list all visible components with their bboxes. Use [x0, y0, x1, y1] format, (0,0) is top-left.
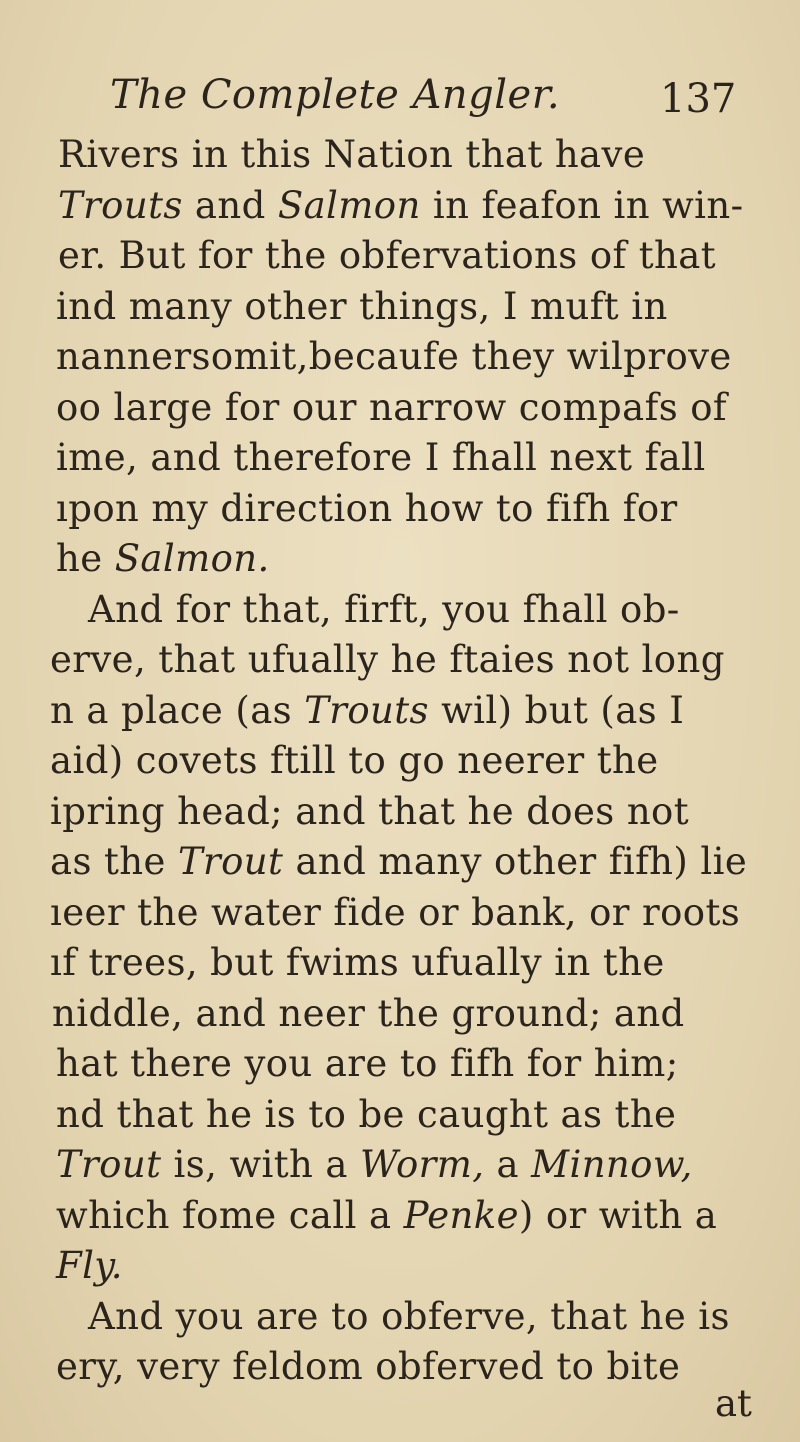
italic-run: Trout — [56, 1143, 162, 1186]
text-run: erve, that ufually he ftaies not long — [50, 638, 725, 681]
text-line — [52, 989, 685, 1039]
running-title: The Complete Angler. — [110, 72, 561, 118]
italic-run: Salmon — [277, 183, 421, 227]
text-run: ipring head; and that he does not — [50, 789, 690, 833]
text-line — [58, 231, 716, 281]
text-line — [56, 1191, 717, 1241]
text-run: nd that he is to be caught as the — [56, 1092, 677, 1136]
text-run: he — [56, 537, 115, 580]
text-line — [50, 938, 665, 988]
text-run: ıf trees, but fwims ufually in the — [50, 941, 665, 984]
text-line — [56, 1090, 676, 1140]
text-run: in feafon in win- — [420, 183, 744, 227]
text-line — [50, 787, 689, 837]
text-line — [56, 484, 678, 534]
italic-run: Trouts — [58, 183, 183, 227]
text-run: wil) but (as I — [428, 688, 685, 732]
text-line — [56, 1241, 123, 1291]
text-line — [56, 1140, 693, 1190]
text-line — [56, 433, 706, 483]
text-run: Rivers in this Nation that have — [58, 133, 646, 176]
catchword: at — [715, 1382, 752, 1425]
text-line — [56, 282, 668, 332]
text-line — [58, 181, 744, 231]
italic-run: Fly. — [56, 1244, 123, 1287]
text-run: nannersomit,becaufe they wilprove — [56, 335, 732, 378]
text-line — [88, 1292, 730, 1342]
text-run: ery, very feldom obferved to bite — [56, 1345, 681, 1388]
text-line — [50, 888, 740, 938]
text-run: hat there you are to fifh for him; — [56, 1042, 679, 1085]
italic-run: Worm, — [360, 1143, 485, 1186]
text-run: And for that, firft, you fhall ob- — [88, 587, 680, 631]
text-run: ) or with a — [518, 1193, 718, 1237]
text-line — [56, 1039, 679, 1089]
text-run: aid) covets ftill to go neerer the — [50, 739, 659, 782]
text-run: and — [182, 183, 278, 227]
text-run: ime, and therefore I fhall next fall — [56, 436, 706, 479]
italic-run: Trouts — [304, 688, 429, 732]
text-line — [50, 686, 684, 736]
text-line — [88, 585, 680, 635]
italic-run: Salmon. — [114, 537, 270, 580]
text-run: er. But for the obfervations of that — [58, 234, 716, 277]
text-line — [56, 1342, 680, 1392]
text-line — [56, 332, 732, 382]
page-number: 137 — [660, 76, 737, 122]
text-line — [56, 383, 727, 433]
text-run: a — [484, 1143, 532, 1186]
italic-run: Penke — [403, 1193, 519, 1237]
text-run: ind many other things, I muft in — [56, 284, 668, 328]
text-run: niddle, and neer the ground; and — [52, 991, 685, 1035]
text-run: n a place (as — [50, 688, 305, 732]
text-line — [50, 635, 725, 685]
text-line — [50, 736, 659, 786]
text-line — [50, 837, 747, 887]
italic-run: Minnow, — [531, 1143, 693, 1186]
text-run: as the — [50, 840, 178, 883]
text-run: and many other fifh) lie — [283, 840, 748, 883]
text-run: ıeer the water fide or bank, or roots — [50, 890, 741, 934]
italic-run: Trout — [177, 840, 284, 883]
text-run: oo large for our narrow compafs of — [56, 385, 728, 429]
text-run: is, with a — [161, 1143, 361, 1186]
text-run: And you are to obferve, that he is — [88, 1294, 730, 1338]
text-line — [56, 534, 270, 584]
text-line — [58, 130, 645, 180]
text-run: ıpon my direction how to fifh for — [56, 486, 678, 530]
text-run: which fome call a — [56, 1193, 404, 1237]
